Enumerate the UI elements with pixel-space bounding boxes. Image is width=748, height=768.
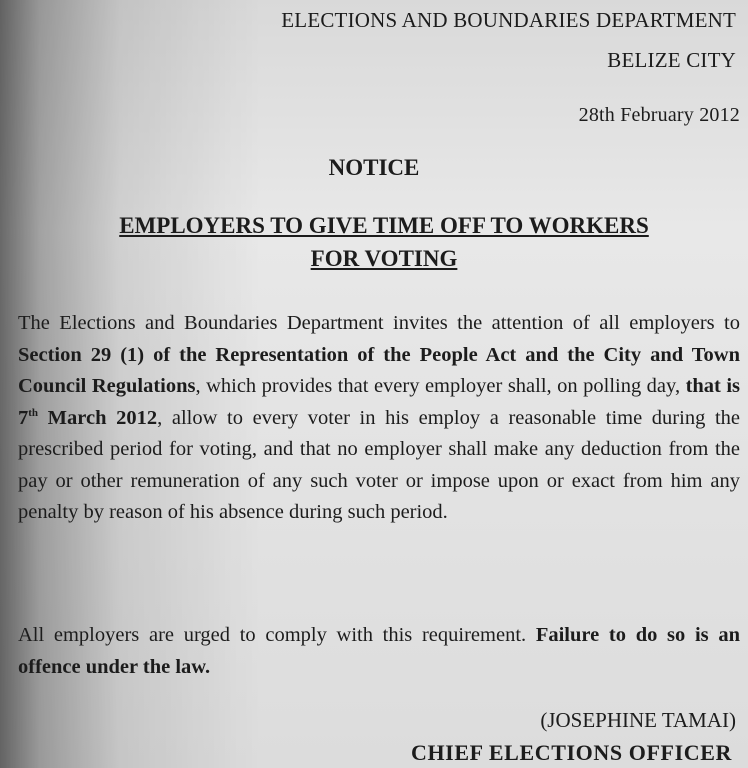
polling-day-prefix: that is 7 — [18, 375, 741, 429]
paragraph-1-provides: , which provides that every employer shall, on polling day, — [195, 375, 686, 397]
paragraph-1-intro: The Elections and Boundaries Department invites the attention of all employers to — [18, 312, 740, 334]
city-name: BELIZE CITY — [607, 48, 736, 72]
notice-date: 28th February 2012 — [578, 104, 740, 126]
signatory-title: CHIEF ELECTIONS OFFICER — [410, 740, 732, 765]
paragraph-1-remainder: , allow to every voter in his employ a reasonable time during the prescribed period for voting, and that no employer shall make any deduction from the pay or other remuneration of any such voter or impose upon or exact from him any penalty by reason of his absence during such period. — [18, 406, 741, 523]
notice-paragraph-1 — [18, 308, 740, 529]
notice-label-text: NOTICE — [328, 155, 420, 180]
offence-warning: Failure to do so is an offence under the law. — [18, 624, 740, 678]
polling-date: March 2012 — [38, 406, 158, 429]
notice-paragraph-2 — [18, 620, 740, 683]
law-reference: Section 29 (1) of the Representation of the People Act and the City and Town Council Regulations — [18, 343, 740, 397]
paragraph-2-text: All employers are urged to comply with this requirement. — [18, 624, 536, 646]
notice-label — [0, 155, 748, 181]
department-name: ELECTIONS AND BOUNDARIES DEPARTMENT — [281, 8, 736, 32]
signatory-name: (JOSEPHINE TAMAI) — [540, 708, 736, 732]
ordinal-suffix: th — [28, 406, 39, 419]
notice-heading-line2: FOR VOTING — [310, 246, 458, 271]
notice-heading-line1: EMPLOYERS TO GIVE TIME OFF TO WORKERS — [119, 213, 649, 238]
